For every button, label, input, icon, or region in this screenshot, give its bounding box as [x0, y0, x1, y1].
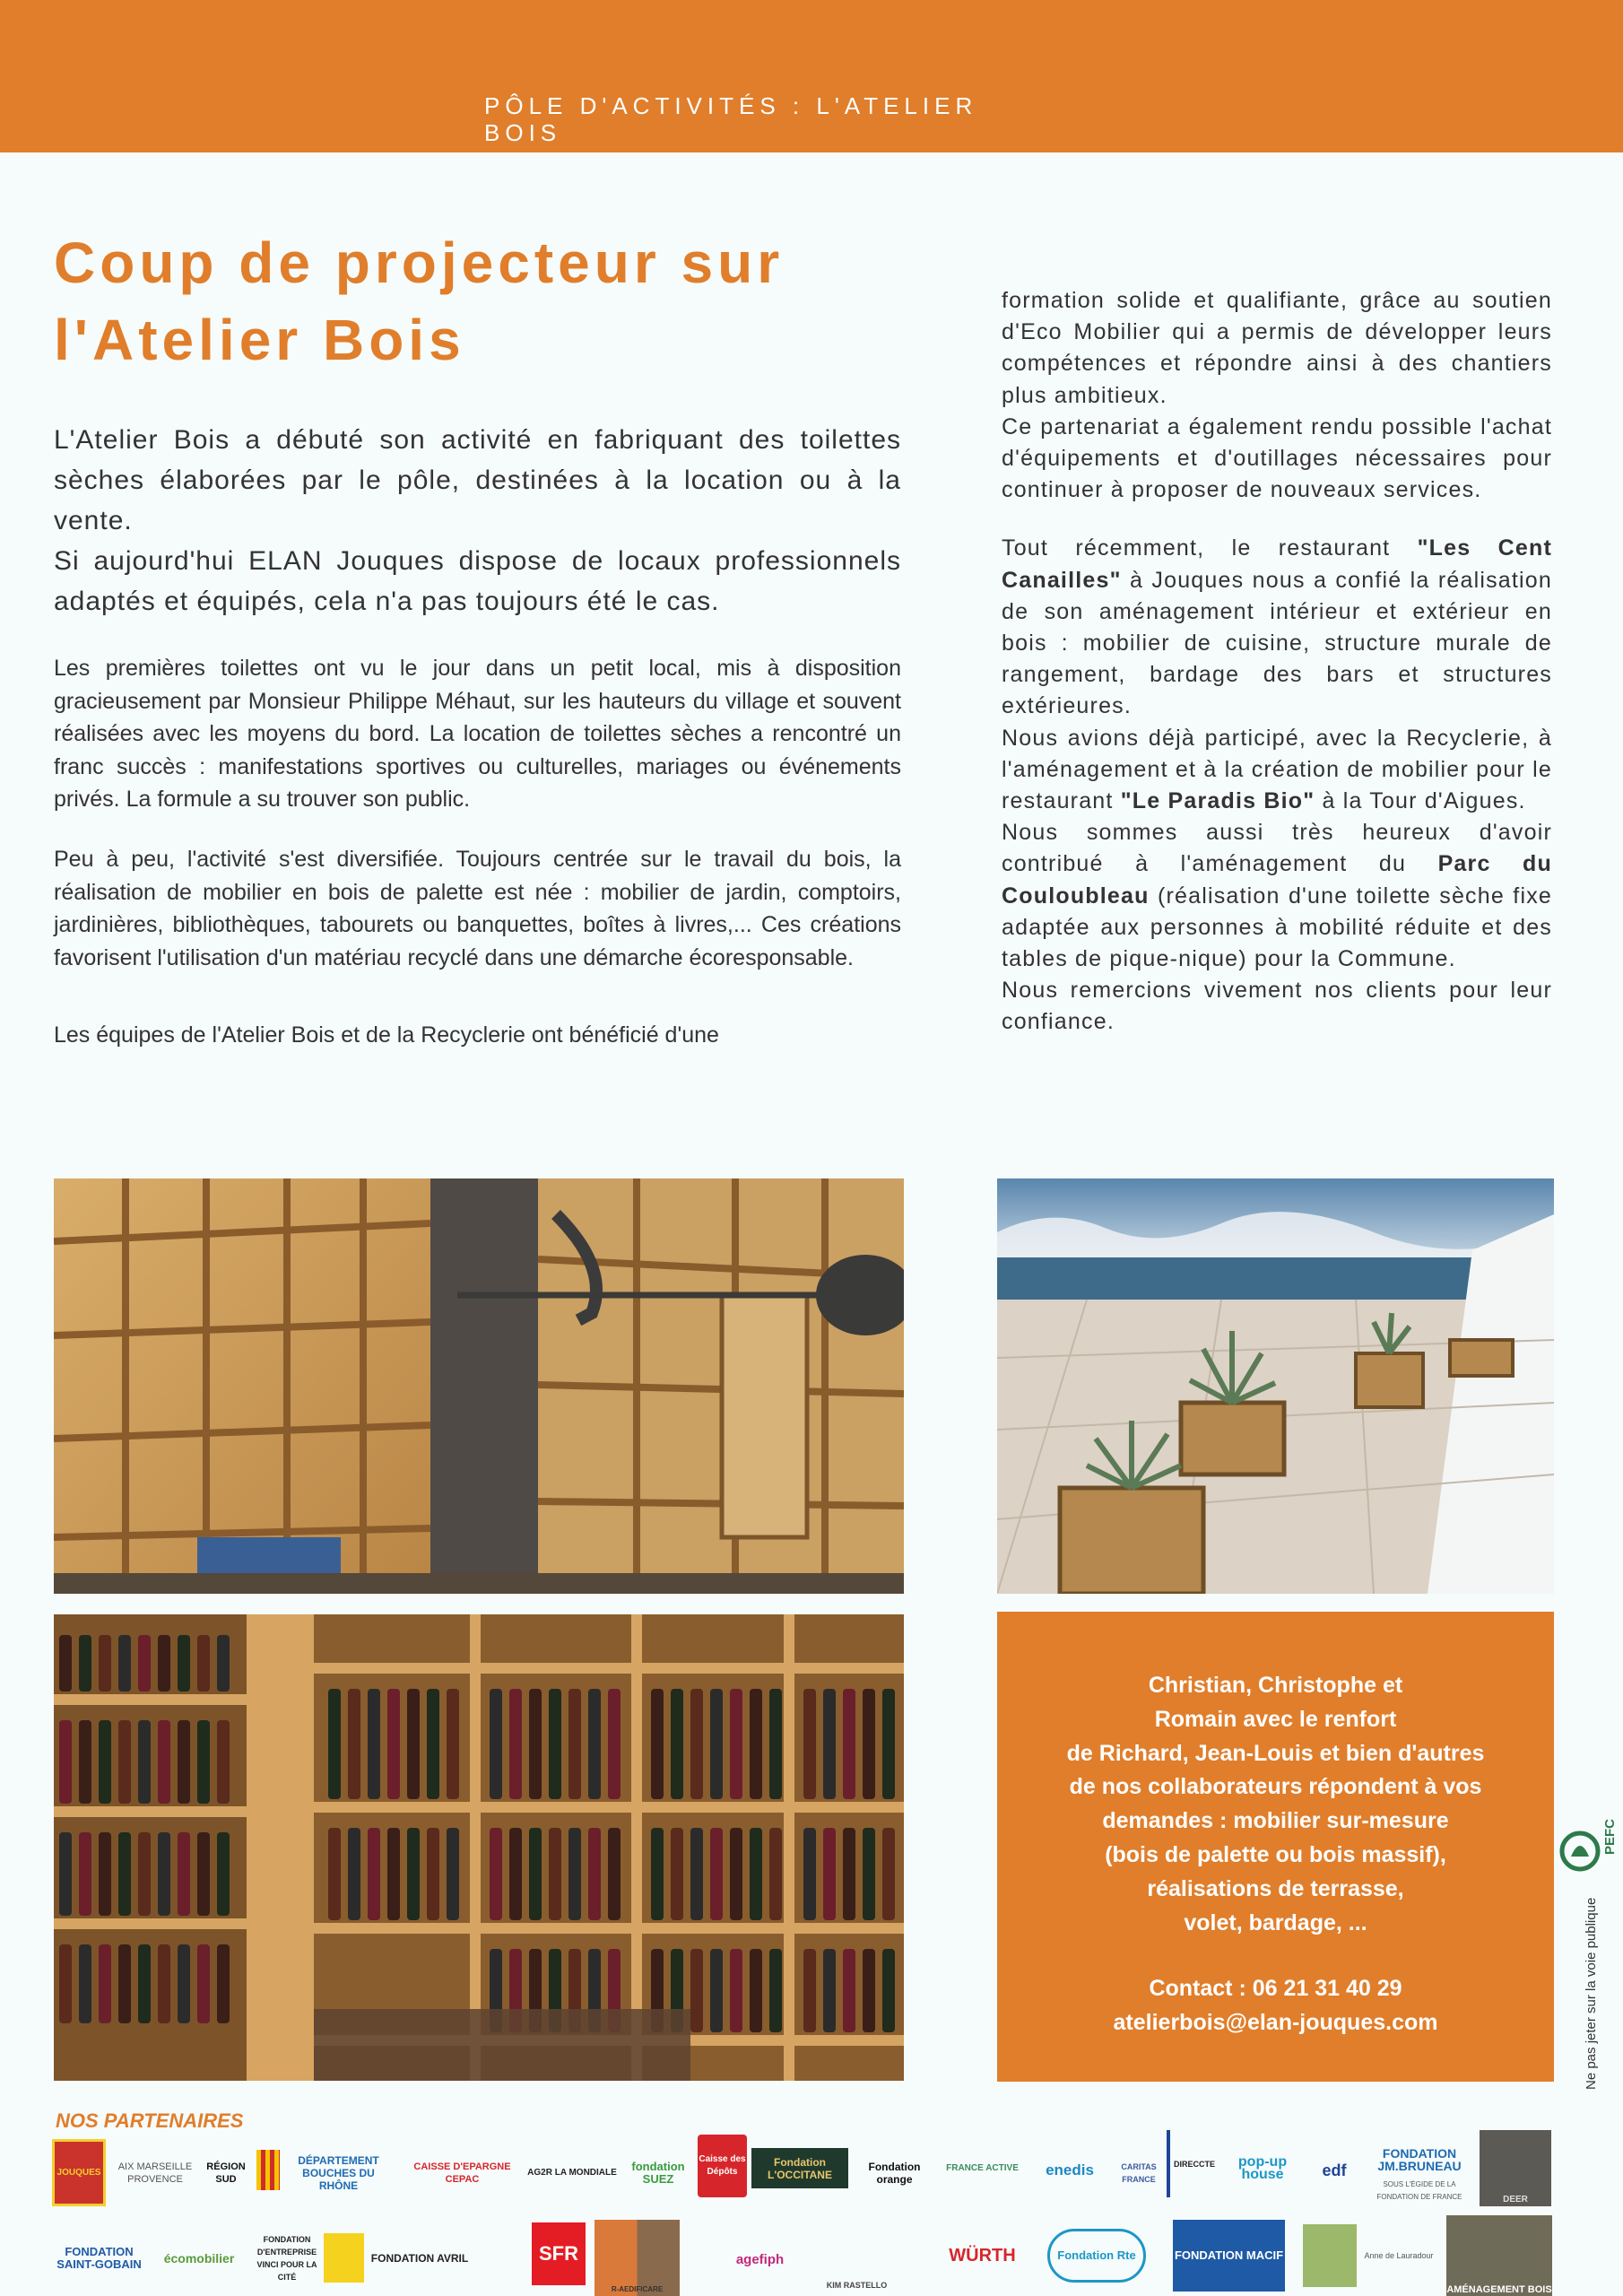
- text-run: Nous sommes aussi très heureux d'avoir contribué à l'aménagement du: [1002, 820, 1552, 877]
- bottle-shape: [348, 1689, 360, 1799]
- partner-logo: FONDATION MACIF: [1173, 2220, 1285, 2292]
- bottle-shape: [823, 1828, 836, 1920]
- partners-title: NOS PARTENAIRES: [56, 2109, 244, 2132]
- disposal-notice: Ne pas jeter sur la voie publique: [1584, 1897, 1599, 2090]
- right-paragraph-2: Ce partenariat a également rendu possible l'achat d'équipements et d'outillages nécessaires pour continuer à proposer de nouveaux services.: [1002, 413, 1552, 503]
- bottle-shape: [387, 1689, 400, 1799]
- bottle-shape: [843, 1949, 855, 2032]
- bottle-shape: [217, 1944, 230, 2023]
- partner-logo: AMÉNAGEMENT BOIS: [1446, 2215, 1552, 2296]
- bottle-shape: [509, 1689, 522, 1799]
- bottle-shape: [118, 1720, 131, 1804]
- article-column-left: [54, 420, 901, 1052]
- partner-logo: FONDATION AVRIL: [370, 2251, 469, 2265]
- bottle-shape: [158, 1720, 170, 1804]
- team-credits: [997, 1669, 1554, 1940]
- right-paragraph-1: formation solide et qualifiante, grâce au soutien d'Eco Mobilier qui a permis de développer leurs compétences et répondre ainsi à des chantiers plus ambitieux.: [1002, 288, 1552, 408]
- bottle-shape: [529, 1828, 542, 1920]
- partner-logo: pop-up house: [1237, 2153, 1288, 2182]
- partner-logo: R-AEDIFICARE: [595, 2220, 680, 2296]
- partner-logo: WÜRTH: [949, 2246, 1016, 2266]
- bottle-shape: [730, 1689, 742, 1799]
- right-paragraph-5: [1002, 817, 1552, 975]
- bottle-shape: [118, 1635, 131, 1692]
- bottle-shape: [529, 1689, 542, 1799]
- bottle-shape: [769, 1689, 782, 1799]
- bottle-shape: [178, 1832, 190, 1916]
- partner-logo: AG2R LA MONDIALE: [527, 2167, 617, 2178]
- lead-paragraph-1: L'Atelier Bois a débuté son activité en fabriquant des toilettes sèches élaborées par le pôle, destinées à la location ou à la vente.: [54, 425, 901, 535]
- partner-logo: agefiph: [735, 2252, 785, 2267]
- bottle-shape: [99, 1635, 111, 1692]
- bottle-shape: [158, 1944, 170, 2023]
- article-title: Coup de projecteur sur l'Atelier Bois: [54, 230, 785, 372]
- partner-logo: DÉPARTEMENT BOUCHES DU RHÔNE: [298, 2153, 379, 2192]
- bottle-shape: [368, 1828, 380, 1920]
- bottle-shape: [803, 1689, 816, 1799]
- right-paragraph-3: [1002, 533, 1552, 722]
- partner-logo: FONDATION D'ENTREPRISE VINCI POUR LA CITÉ: [256, 2234, 317, 2282]
- bottle-shape: [138, 1832, 151, 1916]
- bottle-shape: [79, 1832, 91, 1916]
- bottle-shape: [710, 1689, 723, 1799]
- partner-logo: Anne de Lauradour: [1364, 2251, 1434, 2260]
- pefc-label: PEFC: [1602, 1818, 1618, 1855]
- restaurant-name: "Les Cent Canailles": [1002, 535, 1552, 593]
- bottle-shape: [217, 1635, 230, 1692]
- bottle-shape: [59, 1635, 72, 1692]
- bottle-shape: [769, 1828, 782, 1920]
- bottle-shape: [882, 1828, 895, 1920]
- bottle-shape: [59, 1944, 72, 2023]
- partner-logo: FONDATION SAINT-GOBAIN: [56, 2244, 142, 2271]
- bottle-shape: [882, 1689, 895, 1799]
- bottle-shape: [158, 1832, 170, 1916]
- partner-logo: edf: [1322, 2161, 1347, 2179]
- bottle-shape: [863, 1828, 875, 1920]
- bottle-shape: [690, 1949, 703, 2032]
- park-name: Parc du Couloubleau: [1002, 851, 1552, 909]
- contact-email[interactable]: atelierbois@elan-jouques.com: [1113, 2010, 1438, 2036]
- workshop-shelves-photo: [54, 1178, 904, 1594]
- partner-logo: FRANCE ACTIVE: [946, 2162, 1019, 2173]
- bottle-shape: [407, 1828, 420, 1920]
- partner-logo-subtitle: SOUS L'ÉGIDE DE LA FONDATION DE FRANCE: [1376, 2180, 1462, 2201]
- bottle-shape: [803, 1949, 816, 2032]
- credit-line: Romain avec le renfort: [1154, 1706, 1397, 1732]
- bottle-shape: [671, 1689, 683, 1799]
- wine-shelves-photo: [54, 1614, 904, 2081]
- partner-logo: enedis: [1046, 2161, 1094, 2179]
- bottle-shape: [158, 1635, 170, 1692]
- partner-logo: RÉGION SUD: [206, 2161, 246, 2185]
- bottle-shape: [690, 1828, 703, 1920]
- body-paragraph-2: Peu à peu, l'activité s'est diversifiée. Toujours centrée sur le travail du bois, la réalisation de mobilier en bois de palette est née : mobilier de jardin, comptoirs, jardinières, bibliothèques, tabourets ou banquettes, boîtes à livres,... Ces créations favorisent l'utilisation d'un matériau recyclé dans une démarche écoresponsable.: [54, 846, 901, 970]
- bottle-shape: [588, 1689, 601, 1799]
- partner-logo: fondation SUEZ: [631, 2159, 685, 2186]
- bottle-shape: [368, 1689, 380, 1799]
- bottle-shape: [882, 1949, 895, 2032]
- partner-logo: Caisse des Dépôts: [698, 2135, 747, 2197]
- bottle-shape: [769, 1949, 782, 2032]
- bottle-shape: [651, 1828, 664, 1920]
- bottle-shape: [490, 1828, 502, 1920]
- bottle-shape: [197, 1832, 210, 1916]
- partner-logo: Fondation orange: [868, 2161, 921, 2186]
- bottle-shape: [750, 1828, 762, 1920]
- credit-line: volet, bardage, ...: [1184, 1909, 1367, 1935]
- bottle-shape: [348, 1828, 360, 1920]
- bottle-shape: [710, 1949, 723, 2032]
- bottle-shape: [197, 1944, 210, 2023]
- bottle-shape: [118, 1832, 131, 1916]
- partner-logos-row-2: [52, 2215, 1576, 2296]
- bottle-shape: [79, 1720, 91, 1804]
- restaurant-name: "Le Paradis Bio": [1120, 788, 1315, 814]
- bottle-shape: [710, 1828, 723, 1920]
- text-run: (réalisation d'une toilette sèche fixe adaptée aux personnes à mobilité réduite et des tables de pique-nique) pour la Commune.: [1002, 883, 1552, 972]
- contact-info: [997, 1972, 1554, 2040]
- bottle-shape: [568, 1828, 581, 1920]
- partner-logo: CAISSE D'EPARGNE CEPAC: [413, 2161, 511, 2185]
- bottle-shape: [730, 1949, 742, 2032]
- bottle-shape: [490, 1689, 502, 1799]
- bottle-shape: [863, 1689, 875, 1799]
- text-run: à la Tour d'Aigues.: [1322, 788, 1526, 814]
- bottle-shape: [568, 1689, 581, 1799]
- partner-logo: FONDATION JM.BRUNEAU: [1377, 2145, 1462, 2173]
- text-run: à Jouques nous a confié la réalisation de son aménagement intérieur et extérieur en bois : mobilier de cuisine, structure murale de rangement, bardage des bars et structures extérieures.: [1002, 567, 1552, 719]
- credit-line: de nos collaborateurs répondent à vos: [1069, 1774, 1482, 1800]
- partner-logo: AIX MARSEILLE PROVENCE: [117, 2161, 193, 2185]
- credit-line: (bois de palette ou bois massif),: [1105, 1841, 1446, 1867]
- bottle-shape: [730, 1828, 742, 1920]
- bottle-shape: [79, 1944, 91, 2023]
- bottle-shape: [671, 1828, 683, 1920]
- bottle-shape: [197, 1720, 210, 1804]
- bottle-shape: [59, 1832, 72, 1916]
- partner-logo: SFR: [532, 2222, 586, 2285]
- credit-line: de Richard, Jean-Louis et bien d'autres: [1066, 1740, 1485, 1766]
- article-column-right: [1002, 285, 1552, 1039]
- bottle-shape: [549, 1689, 561, 1799]
- bottle-shape: [59, 1720, 72, 1804]
- bottle-shape: [178, 1720, 190, 1804]
- partner-logo: Fondation L'OCCITANE: [751, 2148, 848, 2188]
- bottle-shape: [99, 1944, 111, 2023]
- bottle-shape: [750, 1689, 762, 1799]
- bottle-shape: [197, 1635, 210, 1692]
- bottle-shape: [328, 1828, 341, 1920]
- bottle-shape: [217, 1832, 230, 1916]
- partner-logos-row-1: [52, 2130, 1576, 2211]
- header-bar: [0, 0, 1623, 152]
- bottle-shape: [750, 1949, 762, 2032]
- bottle-shape: [863, 1949, 875, 2032]
- text-run: Tout récemment, le restaurant: [1002, 535, 1391, 561]
- bottle-shape: [217, 1720, 230, 1804]
- bottle-shape: [407, 1689, 420, 1799]
- bottle-shape: [328, 1689, 341, 1799]
- bottle-shape: [138, 1635, 151, 1692]
- bottle-shape: [608, 1689, 621, 1799]
- bottle-shape: [447, 1828, 459, 1920]
- partner-logo: JOUQUES: [52, 2139, 106, 2206]
- credit-line: réalisations de terrasse,: [1147, 1875, 1404, 1901]
- bottle-shape: [690, 1689, 703, 1799]
- right-paragraph-6: Nous remercions vivement nos clients pour leur confiance.: [1002, 978, 1552, 1035]
- contact-box: [997, 1612, 1554, 2082]
- terrace-planters-photo: [997, 1178, 1554, 1594]
- bottle-shape: [427, 1689, 439, 1799]
- bottle-shape: [178, 1944, 190, 2023]
- body-paragraph-1: Les premières toilettes ont vu le jour dans un petit local, mis à disposition gracieusement par Monsieur Philippe Méhaut, sur les hauteurs du village et souvent réalisées avec les moyens du bord. La location de toilettes sèches a rencontré un franc succès : manifestations sportives ou culturelles, mariages ou événements privés. La formule a su trouver son public.: [54, 656, 901, 813]
- partner-logo-mark: [324, 2233, 364, 2283]
- partner-logo: CARITAS FRANCE: [1121, 2161, 1157, 2184]
- bottle-shape: [99, 1832, 111, 1916]
- partner-logo-mark: [256, 2150, 280, 2190]
- bottle-shape: [447, 1689, 459, 1799]
- partner-logo: DEER: [1480, 2130, 1551, 2206]
- right-paragraph-4: [1002, 723, 1552, 818]
- lead-paragraph-2: Si aujourd'hui ELAN Jouques dispose de locaux professionnels adaptés et équipés, cela n'a pas toujours été le cas.: [54, 546, 901, 616]
- bottle-shape: [178, 1635, 190, 1692]
- bottle-shape: [138, 1944, 151, 2023]
- contact-phone[interactable]: Contact : 06 21 31 40 29: [1149, 1976, 1402, 2002]
- bottle-shape: [118, 1944, 131, 2023]
- bottle-shape: [509, 1828, 522, 1920]
- partner-logo-mark: [1303, 2224, 1357, 2287]
- body-paragraph-3: Les équipes de l'Atelier Bois et de la Recyclerie ont bénéficié d'une: [54, 1022, 719, 1048]
- bottle-shape: [588, 1828, 601, 1920]
- credit-line: demandes : mobilier sur-mesure: [1102, 1808, 1449, 1834]
- bottle-shape: [138, 1720, 151, 1804]
- bottle-shape: [549, 1828, 561, 1920]
- partner-logo: KIM RASTELLO: [826, 2281, 888, 2290]
- section-title: PÔLE D'ACTIVITÉS : L'ATELIER BOIS: [484, 92, 978, 146]
- bottle-shape: [608, 1828, 621, 1920]
- bottle-shape: [843, 1689, 855, 1799]
- bottle-shape: [79, 1635, 91, 1692]
- bottle-shape: [651, 1689, 664, 1799]
- partner-logo: DIRECCTE: [1167, 2130, 1219, 2197]
- bottle-shape: [803, 1828, 816, 1920]
- bottle-shape: [823, 1949, 836, 2032]
- text-run: Nous avions déjà participé, avec la Recyclerie, à l'aménagement et à la création de mobilier pour le restaurant: [1002, 725, 1552, 814]
- credit-line: Christian, Christophe et: [1148, 1673, 1403, 1698]
- bottle-shape: [843, 1828, 855, 1920]
- partner-logo: Fondation Rte: [1047, 2229, 1146, 2283]
- bottle-shape: [823, 1689, 836, 1799]
- partner-logo: écomobilier: [163, 2250, 235, 2266]
- bottle-shape: [427, 1828, 439, 1920]
- bottle-shape: [99, 1720, 111, 1804]
- bottle-shape: [387, 1828, 400, 1920]
